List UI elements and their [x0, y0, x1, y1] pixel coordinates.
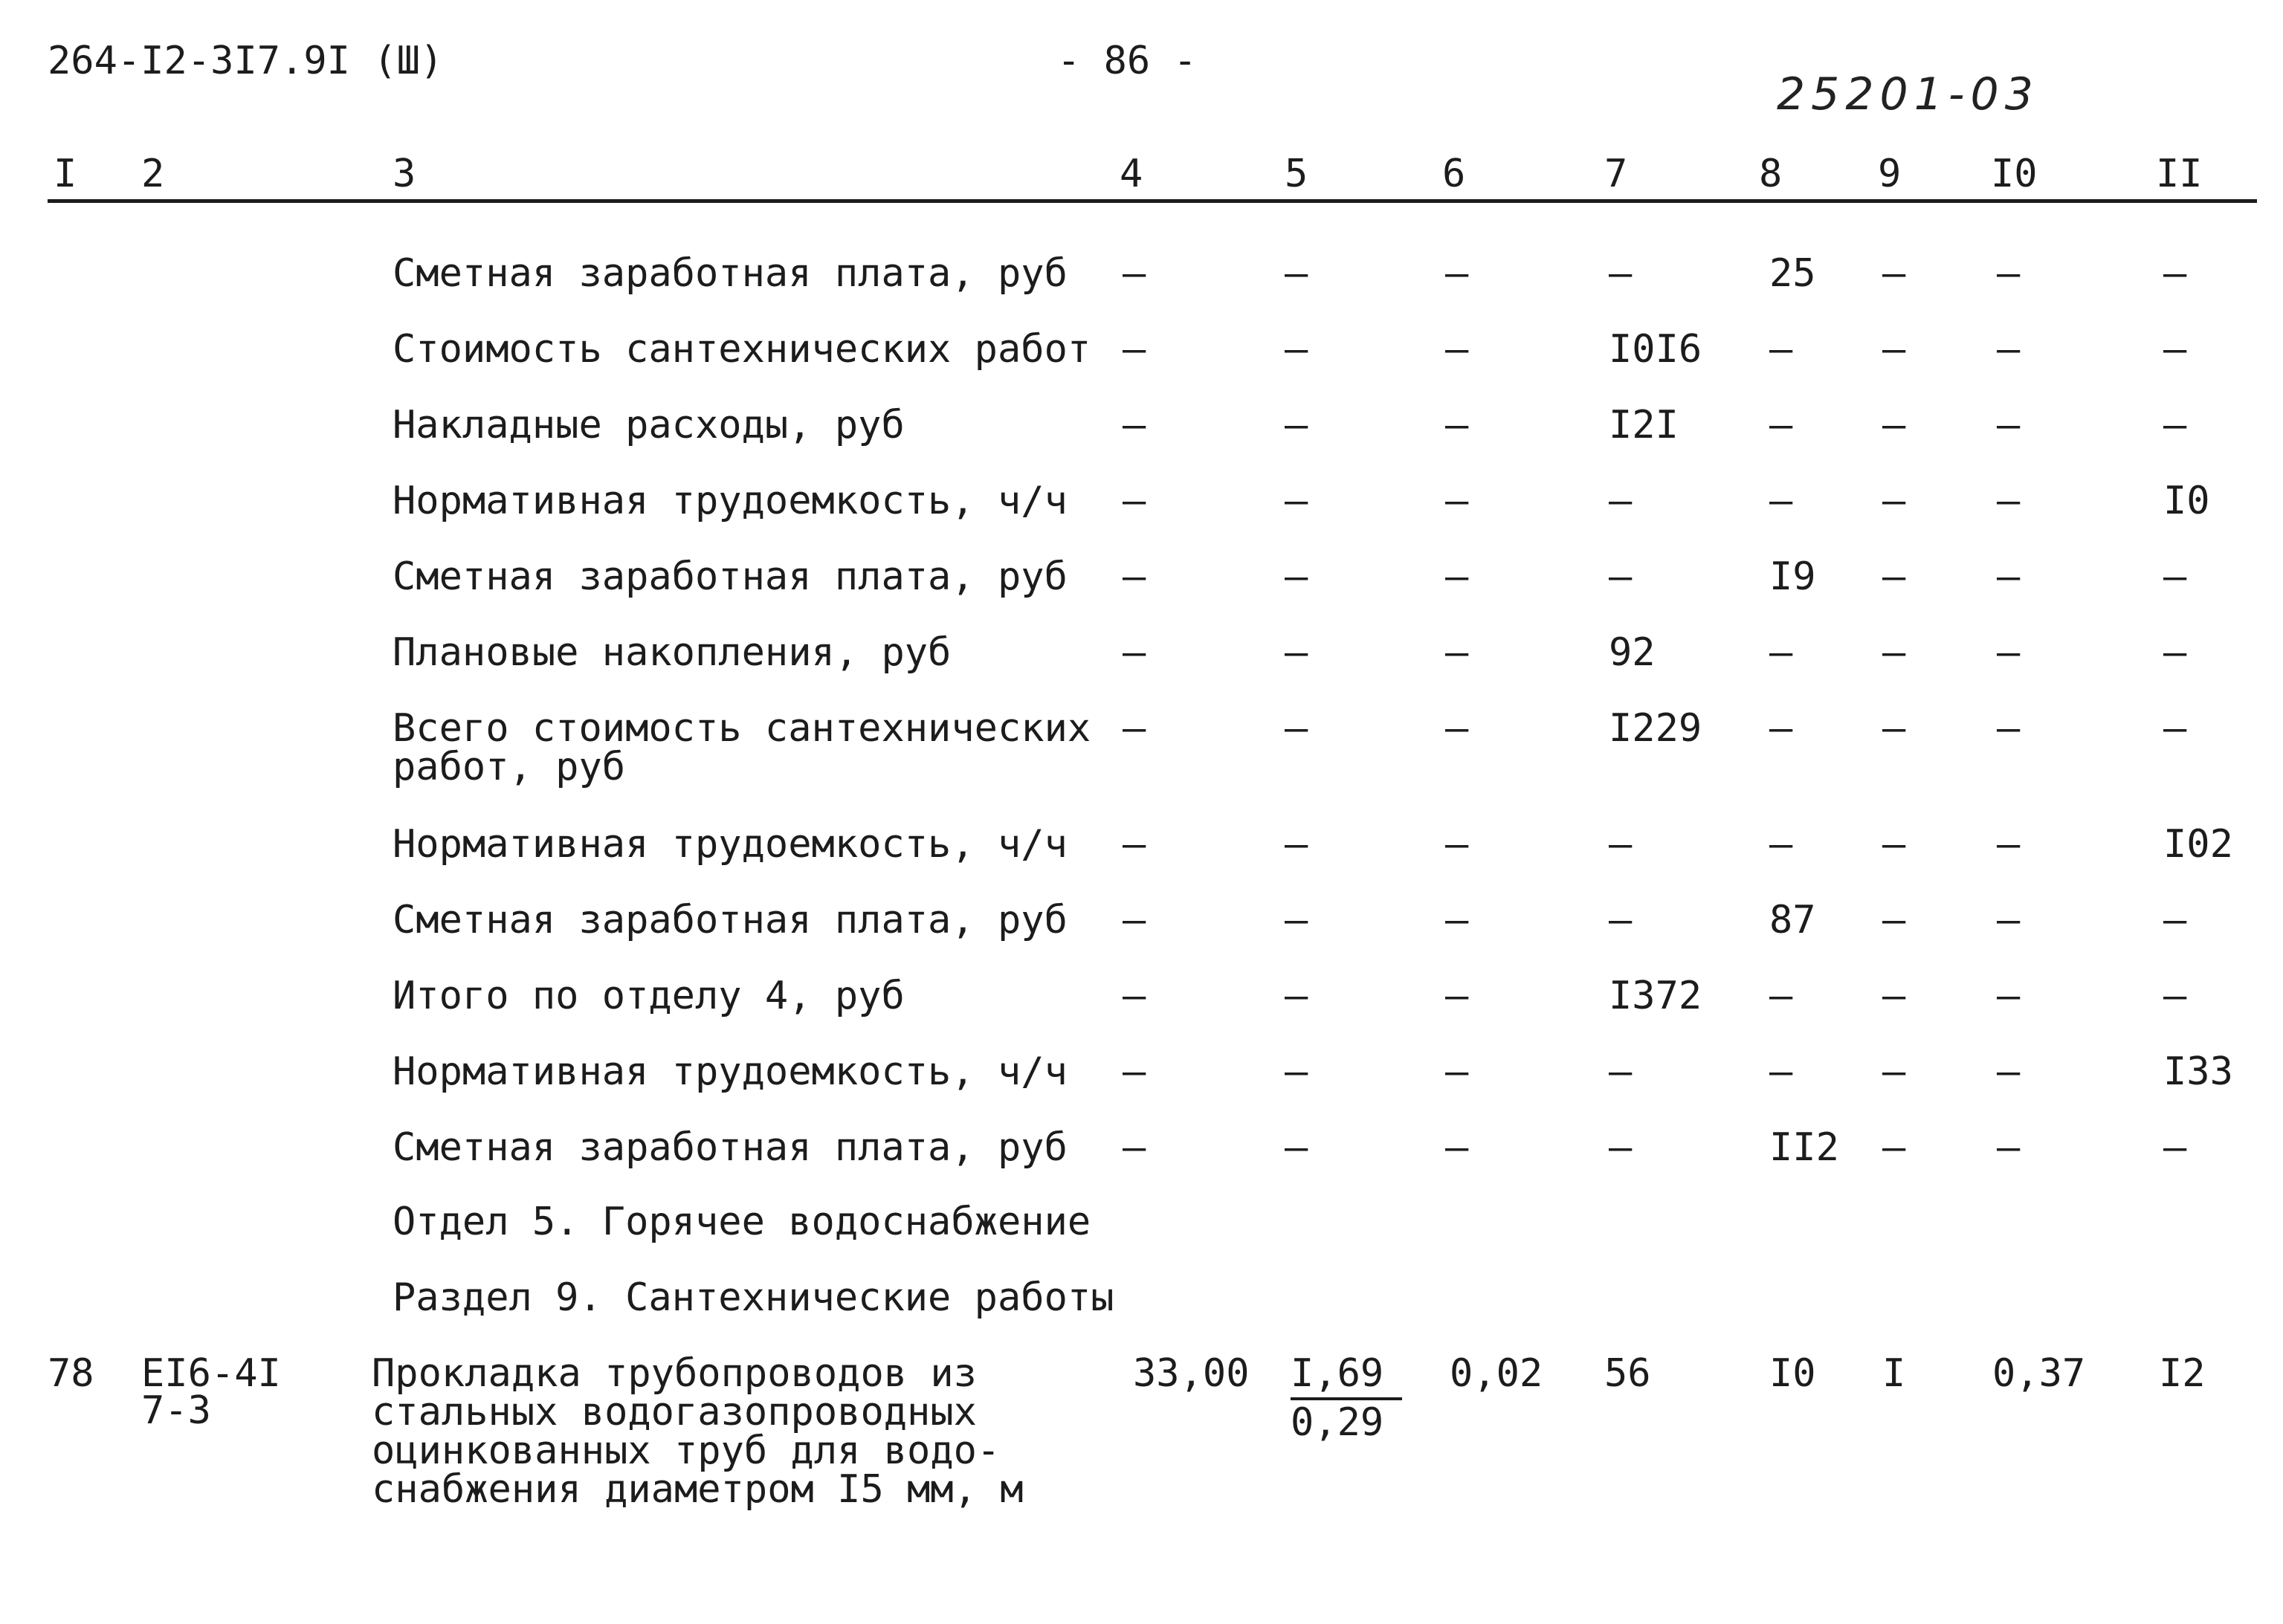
- cell-col8: –: [1769, 630, 1793, 675]
- col-number-7: 7: [1604, 152, 1628, 196]
- cell-col11: –: [2163, 1125, 2187, 1170]
- cell-col7: I0I6: [1609, 327, 1702, 372]
- cell-col9: –: [1882, 974, 1906, 1018]
- cell-col5: –: [1285, 554, 1308, 599]
- cell-col8: II2: [1769, 1125, 1839, 1170]
- cell-col11: –: [2163, 706, 2187, 751]
- cell-col9: –: [1882, 403, 1906, 447]
- col-number-11: II: [2156, 152, 2203, 196]
- cell-col7: –: [1609, 554, 1633, 599]
- cell-col5-fraction: [1291, 1351, 1409, 1445]
- cell-col5: –: [1285, 1125, 1308, 1170]
- cell-col5: –: [1285, 630, 1308, 675]
- cell-col8: 87: [1769, 898, 1816, 942]
- row-label: Сметная заработная плата, руб: [393, 898, 1068, 942]
- cell-col10: –: [1997, 1049, 2021, 1094]
- table-row: [0, 327, 2283, 404]
- cell-col9: –: [1882, 706, 1906, 751]
- cell-col7: I2I: [1609, 403, 1679, 447]
- cell-col5: –: [1285, 327, 1308, 372]
- cell-col4: –: [1123, 898, 1146, 942]
- cell-col10: –: [1997, 630, 2021, 675]
- header-divider-line: [48, 199, 2257, 203]
- cell-col11: –: [2163, 403, 2187, 447]
- cell-col5: –: [1285, 706, 1308, 751]
- cell-col11: I2: [2159, 1351, 2206, 1396]
- cell-col8: –: [1769, 822, 1793, 867]
- cell-col6: –: [1445, 1125, 1469, 1170]
- cell-col8: –: [1769, 479, 1793, 523]
- cell-col9: –: [1882, 1125, 1906, 1170]
- cell-col6: –: [1445, 1049, 1469, 1094]
- cell-col8: –: [1769, 327, 1793, 372]
- cell-col10: –: [1997, 479, 2021, 523]
- cell-col6: –: [1445, 706, 1469, 751]
- cell-col4: –: [1123, 327, 1146, 372]
- col-number-1: I: [54, 152, 77, 196]
- cell-col10: –: [1997, 327, 2021, 372]
- cell-col6: –: [1445, 554, 1469, 599]
- cell-col2-code-line2: 7-3: [141, 1388, 211, 1433]
- col-number-10: I0: [1991, 152, 2038, 196]
- cell-col9: –: [1882, 822, 1906, 867]
- cell-col8: 25: [1769, 251, 1816, 296]
- table-row-item: [0, 1351, 2283, 1533]
- table-row: [0, 706, 2283, 798]
- row-label: Плановые накопления, руб: [393, 630, 952, 675]
- row-label: Всего стоимость сантехнических работ, руб: [393, 706, 1091, 789]
- cell-col1-item-number: 78: [48, 1351, 94, 1396]
- col-number-4: 4: [1120, 152, 1143, 196]
- cell-col4: –: [1123, 822, 1146, 867]
- table-row: [0, 479, 2283, 556]
- cell-col9: –: [1882, 1049, 1906, 1094]
- cell-col11: I0: [2163, 479, 2210, 523]
- row-label: Нормативная трудоемкость, ч/ч: [393, 479, 1068, 523]
- cell-col11: –: [2163, 630, 2187, 675]
- cell-col11: –: [2163, 898, 2187, 942]
- table-row: [0, 974, 2283, 1051]
- section-heading-razdel: Раздел 9. Сантехнические работы: [393, 1275, 1114, 1320]
- table-row: [0, 251, 2283, 329]
- cell-col10: –: [1997, 898, 2021, 942]
- col-number-9: 9: [1878, 152, 1902, 196]
- cell-col5: –: [1285, 1049, 1308, 1094]
- cell-col8: –: [1769, 706, 1793, 751]
- cell-col7: –: [1609, 898, 1633, 942]
- cell-col8: –: [1769, 403, 1793, 447]
- cell-col10: –: [1997, 1125, 2021, 1170]
- cell-col4: –: [1123, 1125, 1146, 1170]
- cell-col10: 0,37: [1992, 1351, 2086, 1396]
- row-label: Сметная заработная плата, руб: [393, 1125, 1068, 1170]
- cell-col6: –: [1445, 630, 1469, 675]
- cell-col2-code-line1: EI6-4I: [141, 1351, 281, 1396]
- cell-col7: –: [1609, 1049, 1633, 1094]
- cell-col11: I02: [2163, 822, 2233, 867]
- cell-col6: –: [1445, 822, 1469, 867]
- cell-col6: –: [1445, 403, 1469, 447]
- cell-col9: –: [1882, 554, 1906, 599]
- cell-col11: –: [2163, 251, 2187, 296]
- cell-col6: –: [1445, 251, 1469, 296]
- cell-col4: –: [1123, 554, 1146, 599]
- cell-col11: –: [2163, 327, 2187, 372]
- cell-col7: 92: [1609, 630, 1656, 675]
- cell-col6: –: [1445, 898, 1469, 942]
- cell-col8: –: [1769, 1049, 1793, 1094]
- section-heading-otdel: Отдел 5. Горячее водоснабжение: [393, 1200, 1091, 1244]
- cell-col5: –: [1285, 403, 1308, 447]
- row-label: Нормативная трудоемкость, ч/ч: [393, 1049, 1068, 1094]
- item-description: Прокладка трубопроводов из стальных водогазопроводных оцинкованных труб для водо- снабжения диаметром I5 мм, м: [372, 1351, 1024, 1512]
- cell-col9: –: [1882, 327, 1906, 372]
- table-row: [0, 1125, 2283, 1203]
- cell-col5: –: [1285, 251, 1308, 296]
- cell-col11: –: [2163, 554, 2187, 599]
- table-row: [0, 554, 2283, 632]
- cell-col4: –: [1123, 251, 1146, 296]
- fraction-denominator: 0,29: [1291, 1400, 1384, 1445]
- cell-col5: –: [1285, 974, 1308, 1018]
- cell-col10: –: [1997, 706, 2021, 751]
- cell-col8: –: [1769, 974, 1793, 1018]
- cell-col6: –: [1445, 479, 1469, 523]
- row-label: Сметная заработная плата, руб: [393, 554, 1068, 599]
- table-row: [0, 898, 2283, 975]
- cell-col4: –: [1123, 630, 1146, 675]
- col-number-6: 6: [1442, 152, 1466, 196]
- row-label: Нормативная трудоемкость, ч/ч: [393, 822, 1068, 867]
- table-row: [0, 403, 2283, 480]
- cell-col7: –: [1609, 822, 1633, 867]
- cell-col10: –: [1997, 974, 2021, 1018]
- cell-col6: 0,02: [1450, 1351, 1543, 1396]
- cell-col10: –: [1997, 554, 2021, 599]
- cell-col4: –: [1123, 403, 1146, 447]
- row-label: Итого по отделу 4, руб: [393, 974, 905, 1018]
- table-row: [0, 822, 2283, 899]
- cell-col7: I229: [1609, 706, 1702, 751]
- row-label: Накладные расходы, руб: [393, 403, 905, 447]
- cell-col6: –: [1445, 327, 1469, 372]
- document-code: 264-I2-3I7.9I (Ш): [48, 39, 444, 83]
- cell-col6: –: [1445, 974, 1469, 1018]
- cell-col5: –: [1285, 898, 1308, 942]
- cell-col4: 33,00: [1133, 1351, 1250, 1396]
- col-number-2: 2: [141, 152, 165, 196]
- table-row: [0, 630, 2283, 708]
- cell-col8: I0: [1769, 1351, 1816, 1396]
- cell-col7: –: [1609, 251, 1633, 296]
- table-row: [0, 1049, 2283, 1127]
- cell-col5: –: [1285, 479, 1308, 523]
- cell-col9: –: [1882, 630, 1906, 675]
- fraction-numerator: I,69: [1291, 1354, 1402, 1400]
- cell-col11: I33: [2163, 1049, 2233, 1094]
- cell-col7: –: [1609, 479, 1633, 523]
- page-number: - 86 -: [1057, 39, 1197, 83]
- cell-col11: –: [2163, 974, 2187, 1018]
- cell-col7: 56: [1604, 1351, 1651, 1396]
- cell-col4: –: [1123, 706, 1146, 751]
- cell-col10: –: [1997, 822, 2021, 867]
- col-number-5: 5: [1285, 152, 1308, 196]
- row-label: Сметная заработная плата, руб: [393, 251, 1068, 296]
- handwritten-document-code: 25201-03: [1777, 68, 2039, 120]
- row-label: Стоимость сантехнических работ: [393, 327, 1091, 372]
- col-number-3: 3: [393, 152, 416, 196]
- cell-col4: –: [1123, 974, 1146, 1018]
- cell-col10: –: [1997, 403, 2021, 447]
- cell-col4: –: [1123, 1049, 1146, 1094]
- cell-col9: –: [1882, 479, 1906, 523]
- cell-col5: –: [1285, 822, 1308, 867]
- cell-col7: –: [1609, 1125, 1633, 1170]
- cell-col7: I372: [1609, 974, 1702, 1018]
- cell-col4: –: [1123, 479, 1146, 523]
- cell-col9: –: [1882, 251, 1906, 296]
- col-number-8: 8: [1759, 152, 1783, 196]
- cell-col8: I9: [1769, 554, 1816, 599]
- cell-col10: –: [1997, 251, 2021, 296]
- cell-col9: I: [1882, 1351, 1906, 1396]
- cell-col9: –: [1882, 898, 1906, 942]
